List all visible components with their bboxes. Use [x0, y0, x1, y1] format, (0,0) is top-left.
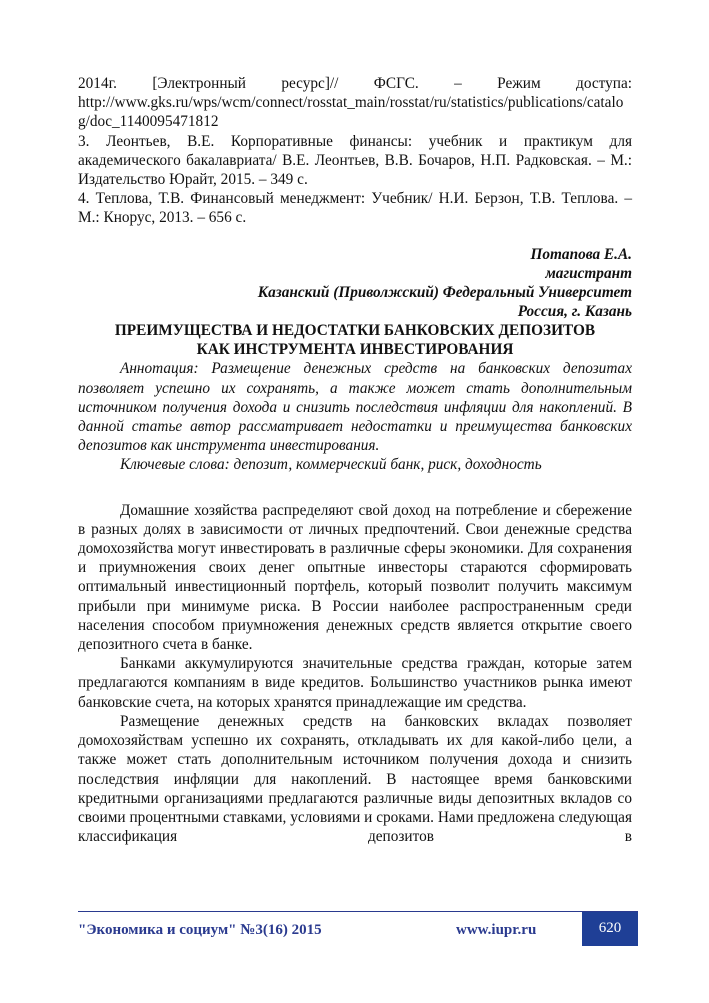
reference-2-line: 2014г. [Электронный ресурс]// ФСГС. – Режим доступа:: [78, 75, 632, 92]
body-paragraph-3: Размещение денежных средств на банковских вкладах позволяет домохозяйствам успешно их сохранять, откладывать их для какой-либо цели, а также может стать дополнительным источником получения дохода и снизить последствия инфляции для накоплений. В настоящее время банковскими кредитными организациями предлагаются различные виды депозитных вкладов со своими процентными ставками, условиями и сроками. Нами предложена следующая классификация депозитов в: [78, 712, 632, 846]
keywords: Ключевые слова: депозит, коммерческий банк, риск, доходность: [120, 456, 542, 474]
journal-name: "Экономика и социум" №3(16) 2015: [78, 922, 322, 938]
article-title-line-2: КАК ИНСТРУМЕНТА ИНВЕСТИРОВАНИЯ: [196, 341, 514, 359]
article-title-line-1: ПРЕИМУЩЕСТВА И НЕДОСТАТКИ БАНКОВСКИХ ДЕПОЗИТОВ: [114, 322, 596, 340]
reference-3: 3. Леонтьев, В.Е. Корпоративные финансы: учебник и практикум для академического бакалавриата/ В.Е. Леонтьев, В.В. Бочаров, Н.П. Радковская. – М.: Издательство Юрайт, 2015. – 349 с.: [78, 132, 632, 189]
author-name: Потапова Е.А.: [530, 245, 632, 263]
body-paragraph-1: Домашние хозяйства распределяют свой доход на потребление и сбережение в разных долях в зависимости от личных предпочтений. Свои денежные средства домохозяйства могут инвестировать в различные сферы экономики. Для сохранения и приумножения своих денег опытные инвесторы стараются сформировать оптимальный инвестиционный портфель, который позволит получить максимум прибыли при минимуме риска. В России наиболее распространенным среди населения способом приумножения денежных средств является открытие своего депозитного счета в банке.: [78, 501, 632, 654]
page-number-badge: 620: [582, 912, 638, 946]
journal-website-link[interactable]: www.iupr.ru: [456, 922, 537, 938]
author-affiliation: Казанский (Приволжский) Федеральный Университет: [257, 284, 632, 302]
body-paragraph-2: Банками аккумулируются значительные средства граждан, которые затем предлагаются компаниям в виде кредитов. Большинство участников рынка имеют банковские счета, на которых хранятся принадлежащие им средства.: [78, 655, 632, 711]
author-location: Россия, г. Казань: [517, 303, 632, 321]
author-position: магистрант: [545, 264, 632, 282]
reference-2-url[interactable]: http://www.gks.ru/wps/wcm/connect/rosstat_main/rosstat/ru/statistics/publications/catalog/doc_1140095471812: [78, 94, 624, 131]
page-footer: [78, 911, 638, 946]
reference-4: 4. Теплова, Т.В. Финансовый менеджмент: Учебник/ Н.И. Берзон, Т.В. Теплова. – М.: Кнорус, 2013. – 656 с.: [78, 190, 632, 227]
abstract: Аннотация: Размещение денежных средств на банковских депозитах позволяет успешно их сохранять, а также может стать дополнительным источником получения дохода и снизить последствия инфляции для накоплений. В данной статье автор рассматривает недостатки и преимущества банковских депозитов как инструмента инвестирования.: [78, 360, 632, 455]
page-content: [78, 74, 632, 846]
